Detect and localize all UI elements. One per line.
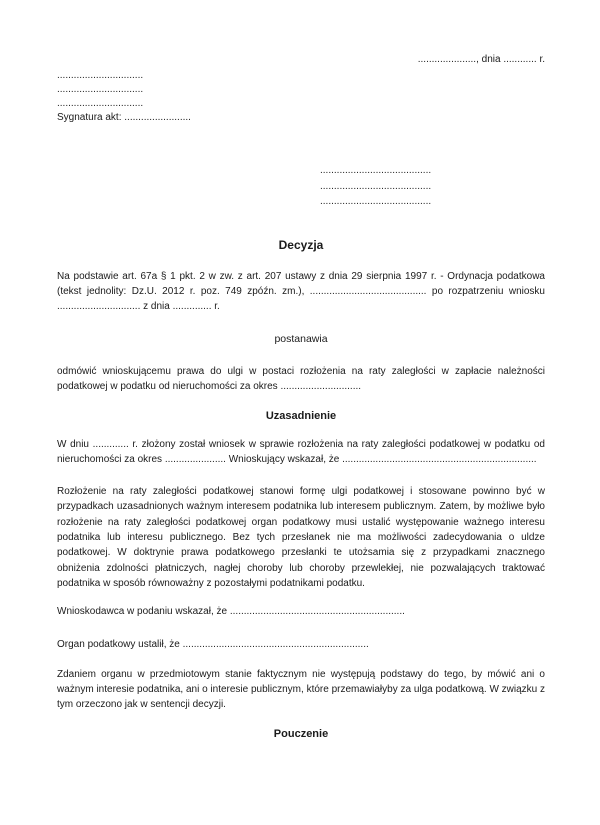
justification-heading: Uzasadnienie (265, 409, 337, 422)
sender-line: ............................... (57, 84, 144, 96)
operative-heading: postanawia (274, 332, 328, 345)
instruction-heading: Pouczenie (273, 727, 329, 740)
justification-paragraph-authority-findings: Organ podatkowy ustalił, że ................................................................... (57, 638, 369, 650)
operative-paragraph: odmówić wnioskującemu prawa do ulgi w postaci rozłożenia na raty zaległości w zapłacie należności podatkowej w podatku od nieruchomości za okres ............................. (57, 365, 545, 393)
recipient-block (320, 163, 545, 210)
decision-title: Decyzja (278, 237, 324, 252)
justification-paragraph-legal-analysis: Rozłożenie na raty zaległości podatkowej stanowi formę ulgi podatkowej i stosowane powinno być w przypadkach uzasadnionych ważnym interesem podatnika lub interesem publicznym. Zatem, by możliwe było rozłożenie na raty zaległości podatkowej organ podatkowy musi ustalić występowanie ważnego interesu podatnika lub interesu publicznego. Bez tych przesłanek nie ma możliwości zadecydowania o uldze podatkowej. W doktrynie prawa podatkowego przesłanki te utożsamia się z przypadkami znacznego obniżenia zdolności płatniczych, nagłej choroby lub choroby przewlekłej, nie pozwalających traktować podatnika w sposób równoważny z pozostałymi podatnikami podatku. (57, 486, 545, 589)
recipient-line: ........................................ (320, 196, 432, 208)
justification-paragraph-conclusion: Zdaniem organu w przedmiotowym stanie faktycznym nie występują podstawy do tego, by mówić ani o ważnym interesie podatnika, ani o interesie publicznym, które przemawiałyby za ulga podatkową. W związku z tym orzeczono jak w sentencji decyzji. (57, 668, 546, 711)
recipient-line: ........................................ (320, 180, 432, 192)
legal-basis-paragraph: Na podstawie art. 67a § 1 pkt. 2 w zw. z art. 207 ustawy z dnia 29 sierpnia 1997 r. - Ordynacja podatkowa (tekst jednolity: Dz.U. 2012 r. poz. 749 zpóźn. zm.), .......................................... po rozpatrzeniu wniosku .............................. z dnia .............. r. (57, 270, 545, 313)
justification-paragraph-applicant-statement: Wnioskodawca w podaniu wskazał, że ............................................................... (57, 606, 405, 618)
date-line: ....................., dnia ............ r. (417, 54, 545, 65)
justification-paragraph-request: W dniu ............. r. złożony został wniosek w sprawie rozłożenia na raty zaległości podatkowej w podatku od nieruchomości za okres ...................... Wnioskujący wskazał, że ...................................................................... (57, 438, 545, 465)
recipient-line: ........................................ (320, 165, 432, 177)
sender-line: ............................... (57, 98, 144, 110)
sender-line: ............................... (57, 70, 144, 82)
sender-block (57, 69, 545, 125)
case-reference: Sygnatura akt: ........................ (57, 112, 191, 124)
